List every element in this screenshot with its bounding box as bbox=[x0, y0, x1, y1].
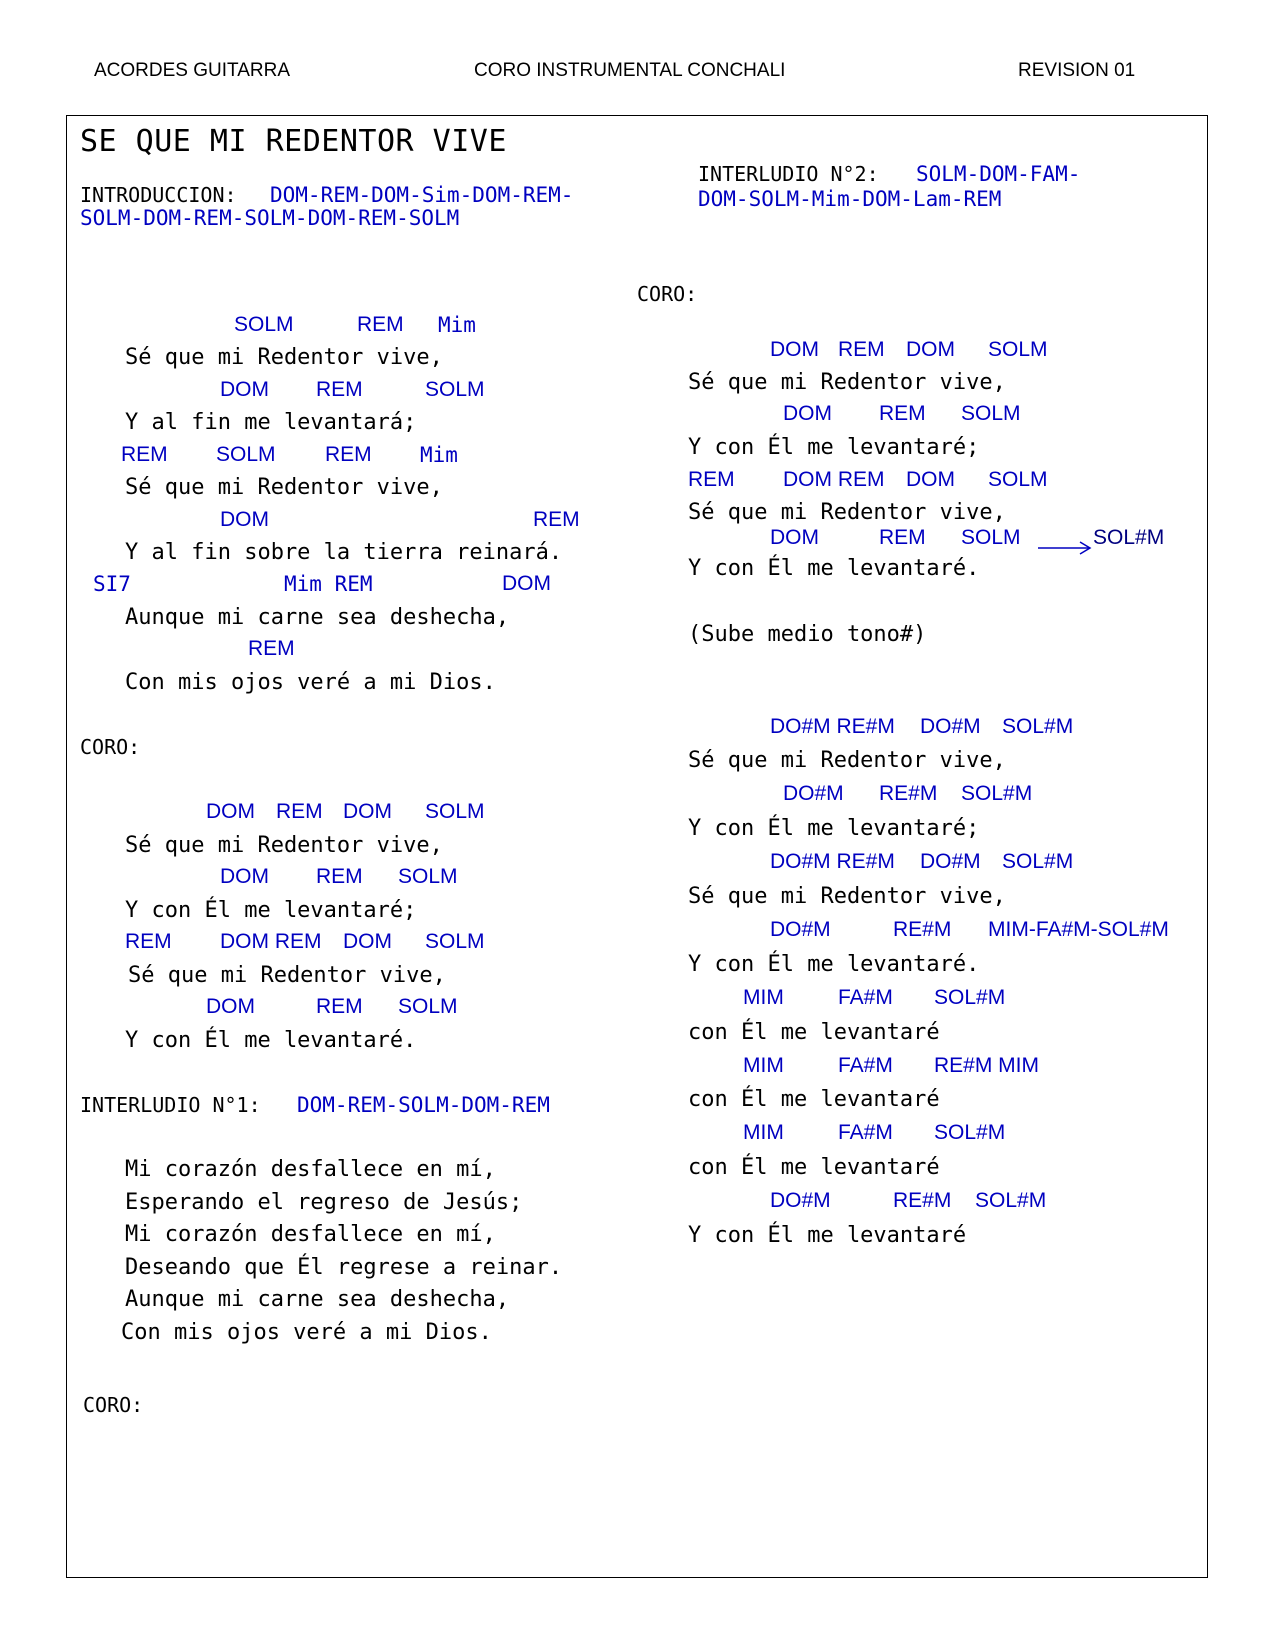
modulation-target: SOL#M bbox=[1093, 526, 1165, 549]
chord: DO#M RE#M bbox=[770, 850, 895, 873]
chord: DOM bbox=[220, 865, 269, 888]
chord: REM bbox=[316, 378, 363, 401]
chord: MIM bbox=[743, 1121, 784, 1144]
lyric-line: Y con Él me levantaré; bbox=[125, 898, 417, 923]
chord: RE#M MIM bbox=[934, 1054, 1039, 1077]
lyric-line: Y con Él me levantaré bbox=[688, 1223, 967, 1248]
chord: SOLM bbox=[425, 378, 485, 401]
lyric-line: Sé que mi Redentor vive, bbox=[688, 748, 1006, 773]
chord: SOLM bbox=[961, 526, 1021, 549]
chord: DOM bbox=[502, 572, 551, 595]
chord: RE#M bbox=[893, 918, 952, 941]
chord: REM bbox=[316, 865, 363, 888]
chord: DO#M bbox=[770, 1189, 831, 1212]
chord: REM bbox=[879, 526, 926, 549]
lyric-line: Y con Él me levantaré; bbox=[688, 816, 980, 841]
chord: SOL#M bbox=[934, 1121, 1006, 1144]
lyric-line: Sé que mi Redentor vive, bbox=[688, 500, 1006, 525]
chord: DO#M RE#M bbox=[770, 715, 895, 738]
lyric-line: Sé que mi Redentor vive, bbox=[688, 370, 1006, 395]
interlude2-chords: SOLM-DOM-FAM- bbox=[916, 162, 1081, 186]
lyric-line: Mi corazón desfallece en mí, bbox=[125, 1157, 496, 1182]
lyric-line: Con mis ojos veré a mi Dios. bbox=[121, 1320, 492, 1345]
chord: SI7 bbox=[93, 572, 131, 596]
lyric-line: Aunque mi carne sea deshecha, bbox=[125, 605, 510, 630]
chord: DOM bbox=[206, 800, 255, 823]
chord: SOL#M bbox=[934, 986, 1006, 1009]
chord: DO#M bbox=[920, 850, 981, 873]
intro-chords: SOLM-DOM-REM-SOLM-DOM-REM-SOLM bbox=[80, 206, 460, 230]
lyric-line: Sé que mi Redentor vive, bbox=[128, 963, 446, 988]
chord: DO#M bbox=[770, 918, 831, 941]
lyric-line: Y al fin me levantará; bbox=[125, 410, 417, 435]
chord: DOM bbox=[220, 378, 269, 401]
chord: Mim REM bbox=[284, 572, 373, 596]
chord: REM bbox=[125, 930, 172, 953]
chord: FA#M bbox=[838, 1054, 893, 1077]
lyric-line: Sé que mi Redentor vive, bbox=[125, 345, 443, 370]
lyric-line: Aunque mi carne sea deshecha, bbox=[125, 1287, 510, 1312]
chord: DOM bbox=[206, 995, 255, 1018]
chord: DOM bbox=[770, 338, 819, 361]
chord: DOM bbox=[783, 402, 832, 425]
chord: DOM REM bbox=[220, 930, 322, 953]
lyric-line: Y con Él me levantaré. bbox=[688, 556, 980, 581]
chord: FA#M bbox=[838, 1121, 893, 1144]
chord: DOM REM bbox=[783, 468, 885, 491]
chord: Mim bbox=[438, 313, 476, 337]
lyric-line: Y con Él me levantaré. bbox=[688, 952, 980, 977]
chord: SOLM bbox=[216, 443, 276, 466]
chord: SOLM bbox=[988, 338, 1048, 361]
lyric-line: Sé que mi Redentor vive, bbox=[125, 833, 443, 858]
chord: FA#M bbox=[838, 986, 893, 1009]
chord: SOLM bbox=[234, 313, 294, 336]
lyric-line: con Él me levantaré bbox=[688, 1155, 940, 1180]
chord: REM bbox=[879, 402, 926, 425]
chord: MIM bbox=[743, 986, 784, 1009]
chord: REM bbox=[838, 338, 885, 361]
interlude1-chords: DOM-REM-SOLM-DOM-REM bbox=[297, 1093, 550, 1117]
lyric-line: Sé que mi Redentor vive, bbox=[125, 475, 443, 500]
coro-label: CORO: bbox=[83, 1393, 144, 1417]
chord: Mim bbox=[420, 443, 458, 467]
modulation-arrow-icon bbox=[1038, 541, 1092, 555]
lyric-line: con Él me levantaré bbox=[688, 1020, 940, 1045]
chord: REM bbox=[248, 637, 295, 660]
chord: RE#M bbox=[879, 782, 938, 805]
intro-label: INTRODUCCION: bbox=[80, 183, 237, 207]
chord: DO#M bbox=[920, 715, 981, 738]
lyric-line: Esperando el regreso de Jesús; bbox=[125, 1190, 523, 1215]
chord: REM bbox=[688, 468, 735, 491]
chord: DOM bbox=[906, 468, 955, 491]
lyric-line: con Él me levantaré bbox=[688, 1087, 940, 1112]
interlude2-label: INTERLUDIO N°2: bbox=[698, 162, 879, 186]
lyric-line: Con mis ojos veré a mi Dios. bbox=[125, 670, 496, 695]
chord: MIM-FA#M-SOL#M bbox=[988, 918, 1169, 941]
song-title: SE QUE MI REDENTOR VIVE bbox=[80, 124, 507, 159]
chord: SOLM bbox=[398, 995, 458, 1018]
chord: DOM bbox=[343, 800, 392, 823]
chord: DO#M bbox=[783, 782, 844, 805]
chord: SOL#M bbox=[1002, 850, 1074, 873]
chord: REM bbox=[276, 800, 323, 823]
header-left: ACORDES GUITARRA bbox=[94, 60, 291, 81]
lyric-line: Deseando que Él regrese a reinar. bbox=[125, 1255, 563, 1280]
chord: SOLM bbox=[961, 402, 1021, 425]
interlude1-label: INTERLUDIO N°1: bbox=[80, 1093, 261, 1117]
chord: REM bbox=[121, 443, 168, 466]
header-center: CORO INSTRUMENTAL CONCHALI bbox=[474, 60, 786, 81]
chord: REM bbox=[533, 508, 580, 531]
chord: SOL#M bbox=[975, 1189, 1047, 1212]
chord: SOL#M bbox=[1002, 715, 1074, 738]
chord: SOLM bbox=[425, 930, 485, 953]
chord: DOM bbox=[220, 508, 269, 531]
semitone-note: (Sube medio tono#) bbox=[688, 622, 927, 647]
chord: DOM bbox=[343, 930, 392, 953]
chord: REM bbox=[325, 443, 372, 466]
lyric-line: Y con Él me levantaré; bbox=[688, 435, 980, 460]
chord: SOLM bbox=[425, 800, 485, 823]
chord: REM bbox=[357, 313, 404, 336]
header-right: REVISION 01 bbox=[1018, 60, 1136, 81]
chord: SOLM bbox=[398, 865, 458, 888]
chord: DOM bbox=[770, 526, 819, 549]
lyric-line: Sé que mi Redentor vive, bbox=[688, 884, 1006, 909]
coro-label: CORO: bbox=[80, 735, 141, 759]
chord: DOM bbox=[906, 338, 955, 361]
chord: SOLM bbox=[988, 468, 1048, 491]
intro-chords: DOM-REM-DOM-Sim-DOM-REM- bbox=[270, 183, 574, 207]
chord: RE#M bbox=[893, 1189, 952, 1212]
chord: SOL#M bbox=[961, 782, 1033, 805]
lyric-line: Y con Él me levantaré. bbox=[125, 1028, 417, 1053]
interlude2-chords: DOM-SOLM-Mim-DOM-Lam-REM bbox=[698, 187, 1002, 211]
chord: MIM bbox=[743, 1054, 784, 1077]
lyric-line: Mi corazón desfallece en mí, bbox=[125, 1222, 496, 1247]
coro-label: CORO: bbox=[637, 282, 698, 306]
lyric-line: Y al fin sobre la tierra reinará. bbox=[125, 540, 563, 565]
chord: REM bbox=[316, 995, 363, 1018]
